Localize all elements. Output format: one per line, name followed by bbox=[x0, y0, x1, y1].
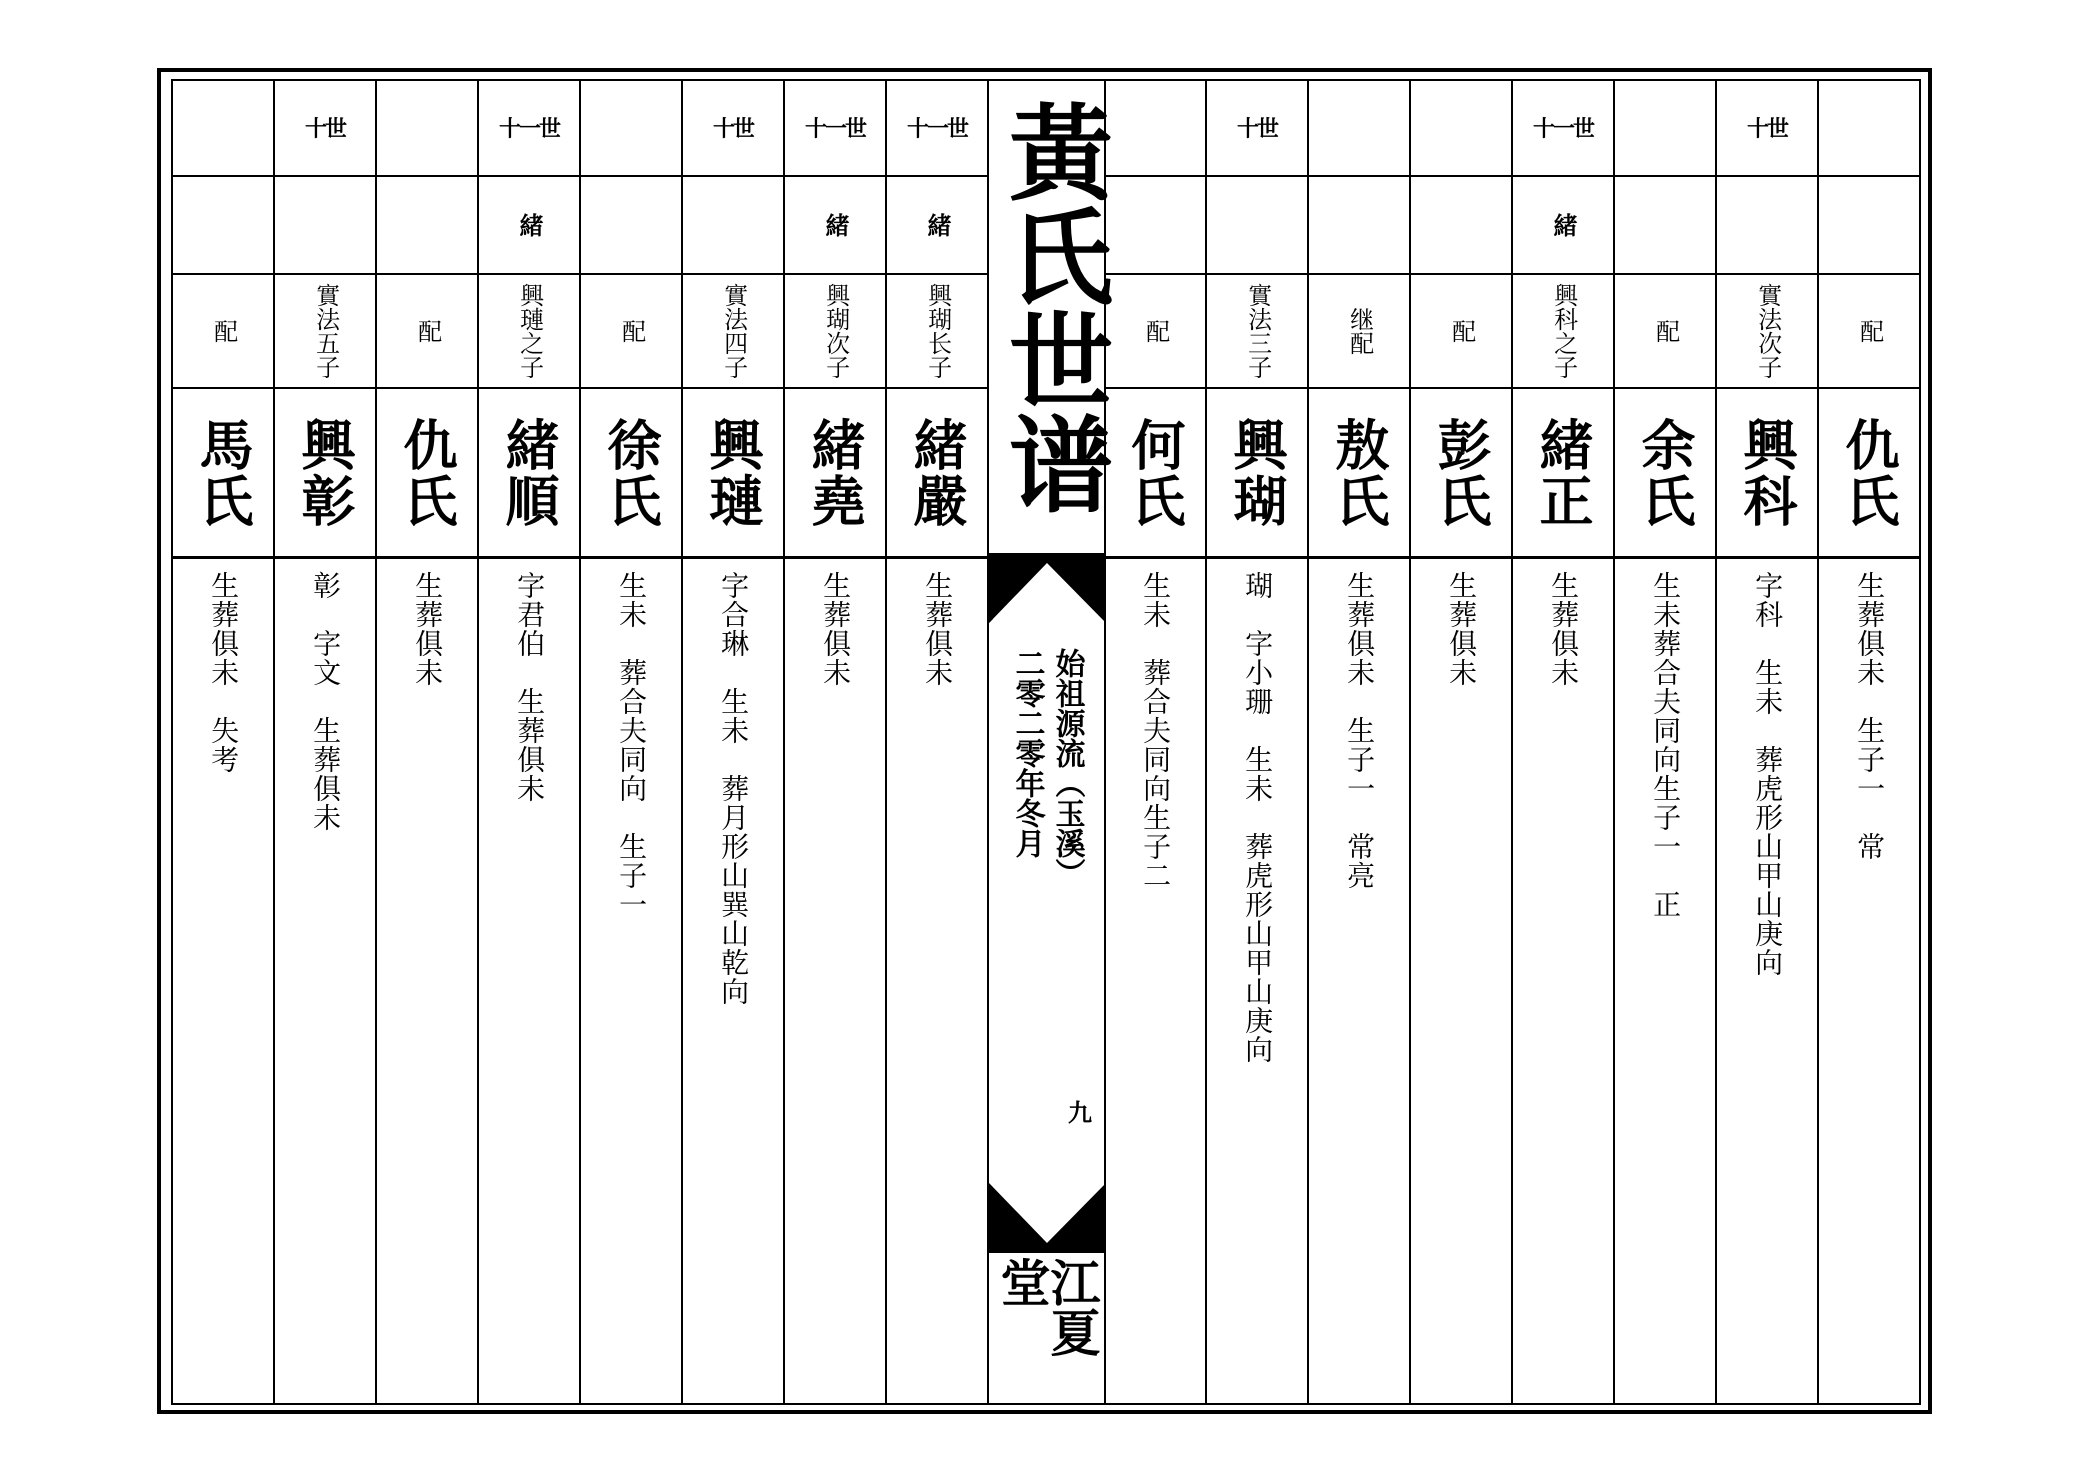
branch-label: 緒 bbox=[1549, 213, 1578, 237]
generation-label-cell bbox=[1819, 79, 1919, 177]
person-name: 興科 bbox=[1735, 416, 1799, 529]
relation-label-cell bbox=[479, 275, 579, 389]
generation-column bbox=[887, 79, 989, 1405]
branch-label-cell bbox=[1309, 177, 1409, 275]
generation-column bbox=[1615, 79, 1717, 1405]
relation-label-cell bbox=[683, 275, 783, 389]
date-caption: 二零二零年冬月 bbox=[1009, 648, 1045, 858]
person-name: 馬氏 bbox=[191, 416, 255, 529]
generation-label-cell bbox=[1105, 79, 1205, 177]
generation-column bbox=[1819, 79, 1921, 1405]
relation-label: 配 bbox=[1141, 319, 1170, 343]
generation-column bbox=[377, 79, 479, 1405]
relation-label: 继配 bbox=[1345, 307, 1374, 355]
relation-label-cell bbox=[887, 275, 987, 389]
person-name-cell bbox=[581, 389, 681, 559]
biography-text: 字合琳 生未 葬月形山巽山乾向 bbox=[717, 571, 751, 1006]
relation-label-cell bbox=[1309, 275, 1409, 389]
relation-label-cell bbox=[1819, 275, 1919, 389]
person-name: 緒順 bbox=[497, 416, 561, 529]
relation-label: 配 bbox=[1651, 319, 1680, 343]
hall-name-box bbox=[989, 1257, 1104, 1405]
relation-label: 配 bbox=[1447, 319, 1476, 343]
biography-text-cell bbox=[377, 559, 477, 1405]
branch-label-cell bbox=[785, 177, 885, 275]
generation-column bbox=[683, 79, 785, 1405]
generation-column bbox=[581, 79, 683, 1405]
relation-label: 實法五子 bbox=[311, 283, 340, 379]
biography-text-cell bbox=[1717, 559, 1817, 1405]
biography-text: 瑚 字小珊 生未 葬虎形山甲山庚向 bbox=[1241, 571, 1275, 1064]
relation-label-cell bbox=[173, 275, 273, 389]
relation-label-cell bbox=[1207, 275, 1307, 389]
relation-label: 實法次子 bbox=[1753, 283, 1782, 379]
person-name-cell bbox=[377, 389, 477, 559]
relation-label-cell bbox=[1411, 275, 1511, 389]
person-name: 彭氏 bbox=[1429, 416, 1493, 529]
generation-label: 十一世 bbox=[804, 115, 865, 142]
generation-column bbox=[1411, 79, 1513, 1405]
relation-label: 興科之子 bbox=[1549, 283, 1578, 379]
biography-text: 生葬俱未 bbox=[819, 571, 853, 687]
relation-label-cell bbox=[1105, 275, 1205, 389]
person-name: 緒正 bbox=[1531, 416, 1595, 529]
generation-label-cell bbox=[581, 79, 681, 177]
generation-label-cell bbox=[1513, 79, 1613, 177]
person-name: 余氏 bbox=[1633, 416, 1697, 529]
biography-text-cell bbox=[1105, 559, 1205, 1405]
branch-label-cell bbox=[173, 177, 273, 275]
spine-caption-box bbox=[989, 553, 1104, 1253]
branch-label: 緒 bbox=[821, 213, 850, 237]
generation-label-cell bbox=[1207, 79, 1307, 177]
person-name-cell bbox=[785, 389, 885, 559]
relation-label: 實法三子 bbox=[1243, 283, 1272, 379]
person-name: 興彰 bbox=[293, 416, 357, 529]
person-name: 何氏 bbox=[1123, 416, 1187, 529]
biography-text-cell bbox=[1819, 559, 1919, 1405]
relation-label-cell bbox=[275, 275, 375, 389]
biography-text-cell bbox=[785, 559, 885, 1405]
branch-label-cell bbox=[1513, 177, 1613, 275]
branch-label-cell bbox=[887, 177, 987, 275]
biography-text-cell bbox=[1207, 559, 1307, 1405]
generation-label: 十世 bbox=[712, 115, 753, 142]
generation-label: 十一世 bbox=[1532, 115, 1593, 142]
relation-label: 配 bbox=[209, 319, 238, 343]
relation-label: 配 bbox=[617, 319, 646, 343]
biography-text: 彰 字文 生葬俱未 bbox=[309, 571, 343, 832]
generation-label-cell bbox=[1309, 79, 1409, 177]
branch-label-cell bbox=[581, 177, 681, 275]
relation-label-cell bbox=[377, 275, 477, 389]
person-name-cell bbox=[1717, 389, 1817, 559]
person-name-cell bbox=[1513, 389, 1613, 559]
biography-text-cell bbox=[275, 559, 375, 1405]
biography-text: 生葬俱未 bbox=[411, 571, 445, 687]
generation-column bbox=[1309, 79, 1411, 1405]
generation-column bbox=[1717, 79, 1819, 1405]
source-caption: 始祖源流（玉溪） bbox=[1049, 648, 1085, 888]
branch-label-cell bbox=[479, 177, 579, 275]
biography-text-cell bbox=[1309, 559, 1409, 1405]
relation-label-cell bbox=[1615, 275, 1715, 389]
generation-label-cell bbox=[887, 79, 987, 177]
biography-text: 生葬俱未 bbox=[1445, 571, 1479, 687]
generation-label: 十世 bbox=[1236, 115, 1277, 142]
branch-label: 緒 bbox=[515, 213, 544, 237]
biography-text: 生葬俱未 失考 bbox=[207, 571, 241, 774]
biography-text-cell bbox=[479, 559, 579, 1405]
biography-text-cell bbox=[683, 559, 783, 1405]
relation-label: 興璉之子 bbox=[515, 283, 544, 379]
generation-column bbox=[479, 79, 581, 1405]
generation-column bbox=[275, 79, 377, 1405]
person-name: 緒堯 bbox=[803, 416, 867, 529]
branch-label-cell bbox=[1411, 177, 1511, 275]
person-name-cell bbox=[1411, 389, 1511, 559]
branch-label: 緒 bbox=[923, 213, 952, 237]
relation-label: 實法四子 bbox=[719, 283, 748, 379]
relation-label: 配 bbox=[413, 319, 442, 343]
hall-name: 江夏堂 bbox=[992, 1257, 1102, 1357]
generation-label-cell bbox=[1717, 79, 1817, 177]
person-name-cell bbox=[173, 389, 273, 559]
generation-label-cell bbox=[275, 79, 375, 177]
person-name-cell bbox=[1615, 389, 1715, 559]
generation-label-cell bbox=[1615, 79, 1715, 177]
generation-column bbox=[1207, 79, 1309, 1405]
biography-text-cell bbox=[173, 559, 273, 1405]
branch-label-cell bbox=[683, 177, 783, 275]
generation-label-cell bbox=[377, 79, 477, 177]
biography-text-cell bbox=[1615, 559, 1715, 1405]
relation-label-cell bbox=[1717, 275, 1817, 389]
biography-text: 生葬俱未 bbox=[1547, 571, 1581, 687]
biography-text: 生葬俱未 bbox=[921, 571, 955, 687]
biography-text: 生未 葬合夫同向 生子一 bbox=[615, 571, 649, 919]
branch-label-cell bbox=[1615, 177, 1715, 275]
person-name-cell bbox=[479, 389, 579, 559]
generation-label-cell bbox=[785, 79, 885, 177]
person-name-cell bbox=[887, 389, 987, 559]
branch-label-cell bbox=[1819, 177, 1919, 275]
generation-label: 十一世 bbox=[498, 115, 559, 142]
generation-label: 十世 bbox=[304, 115, 345, 142]
relation-label: 配 bbox=[1855, 319, 1884, 343]
generation-label: 十一世 bbox=[906, 115, 967, 142]
person-name-cell bbox=[1819, 389, 1919, 559]
generation-column bbox=[1105, 79, 1207, 1405]
person-name-cell bbox=[683, 389, 783, 559]
generation-label-cell bbox=[1411, 79, 1511, 177]
relation-label-cell bbox=[581, 275, 681, 389]
generation-column bbox=[173, 79, 275, 1405]
person-name-cell bbox=[1309, 389, 1409, 559]
biography-text: 生未葬合夫同向生子一 正 bbox=[1649, 571, 1683, 919]
fishtail-top-ornament bbox=[989, 553, 1106, 623]
person-name: 敖氏 bbox=[1327, 416, 1391, 529]
branch-label-cell bbox=[1105, 177, 1205, 275]
biography-text-cell bbox=[1513, 559, 1613, 1405]
page-number: 九 bbox=[1068, 1098, 1092, 1127]
biography-text: 生葬俱未 生子一 常 bbox=[1853, 571, 1887, 861]
biography-text: 字科 生未 葬虎形山甲山庚向 bbox=[1751, 571, 1785, 977]
generation-column bbox=[1513, 79, 1615, 1405]
branch-label-cell bbox=[1207, 177, 1307, 275]
person-name-cell bbox=[1105, 389, 1205, 559]
person-name: 緒嚴 bbox=[905, 416, 969, 529]
spine-caption bbox=[989, 648, 1104, 1148]
generation-label: 十世 bbox=[1746, 115, 1787, 142]
biography-text-cell bbox=[1411, 559, 1511, 1405]
person-name-cell bbox=[1207, 389, 1307, 559]
relation-label: 興瑚次子 bbox=[821, 283, 850, 379]
biography-text-cell bbox=[887, 559, 987, 1405]
biography-text: 生葬俱未 生子一 常亮 bbox=[1343, 571, 1377, 890]
person-name: 興瑚 bbox=[1225, 416, 1289, 529]
center-spine bbox=[989, 79, 1114, 1405]
person-name: 興璉 bbox=[701, 416, 765, 529]
person-name-cell bbox=[275, 389, 375, 559]
biography-text: 生未 葬合夫同向生子二 bbox=[1139, 571, 1173, 890]
branch-label-cell bbox=[1717, 177, 1817, 275]
person-name: 仇氏 bbox=[395, 416, 459, 529]
relation-label-cell bbox=[785, 275, 885, 389]
generation-label-cell bbox=[173, 79, 273, 177]
fishtail-bottom-ornament bbox=[989, 1183, 1106, 1253]
generation-label-cell bbox=[683, 79, 783, 177]
biography-text-cell bbox=[581, 559, 681, 1405]
biography-text: 字君伯 生葬俱未 bbox=[513, 571, 547, 803]
generation-column bbox=[785, 79, 887, 1405]
branch-label-cell bbox=[377, 177, 477, 275]
branch-label-cell bbox=[275, 177, 375, 275]
person-name: 徐氏 bbox=[599, 416, 663, 529]
relation-label-cell bbox=[1513, 275, 1613, 389]
relation-label: 興瑚长子 bbox=[923, 283, 952, 379]
person-name: 仇氏 bbox=[1837, 416, 1901, 529]
book-title: 黃氏世谱 bbox=[991, 99, 1114, 515]
generation-label-cell bbox=[479, 79, 579, 177]
